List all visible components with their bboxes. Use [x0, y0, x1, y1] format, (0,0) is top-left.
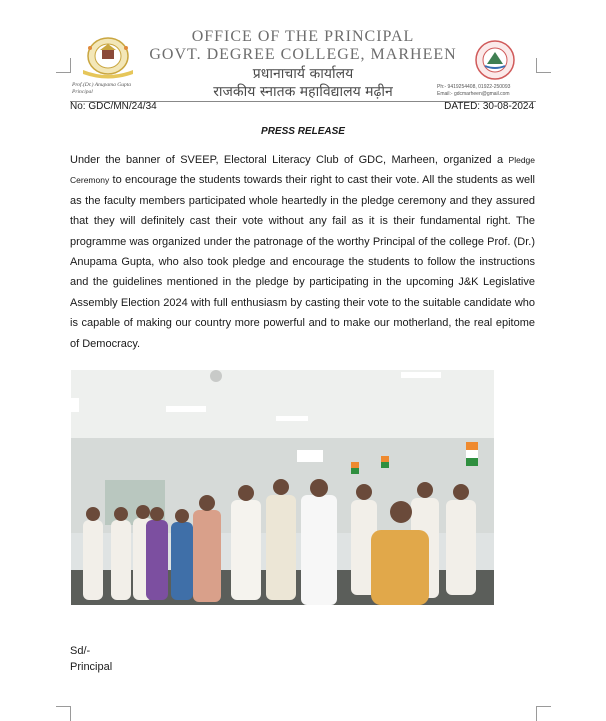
header-office-line: OFFICE OF THE PRINCIPAL [191, 28, 415, 45]
pledge-ceremony-photo [71, 370, 494, 605]
email-text: Email:- gdcmarheen@gmail.com [437, 90, 510, 97]
body-text-part1: Under the banner of SVEEP, Electoral Literacy Club of GDC, Marheen, organized a [70, 154, 509, 166]
press-release-body [70, 150, 535, 354]
principal-title-text: Principal [72, 88, 93, 95]
signature-line: Sd/- [70, 645, 91, 657]
crop-mark-top-right [536, 58, 551, 73]
body-text-part2: to encourage the students towards their right to cast their vote. All the students as well as the faculty members participated whole heartedly in the pledge ceremony and they assured that they will definitely cast their vote without any fail as it is their fundamental right. The programme was organized under the patronage of the worthy Principal of the college Prof. (Dr.) Anupama Gupta, who also took pledge and encourage the students to follow the instructions and the guidelines mentioned in the pledge by participating in the upcoming J&K Legislative Assembly Election 2024 with full enthusiasm by casting their vote to the suitable candidate who is capable of making our country more powerful and to make our motherland, the real epitome of Democracy. [70, 174, 535, 350]
press-release-title: PRESS RELEASE [261, 126, 345, 137]
signatory-title: Principal [70, 661, 113, 673]
phone-text: Ph:- 9419254408, 01922-250093 [437, 84, 511, 90]
date-text: DATED: 30-08-2024 [444, 101, 534, 112]
principal-name-text: Prof.(Dr.) Anupama Gupta [72, 82, 131, 88]
body-text-pledge-ceremony: Pledge Ceremony [70, 155, 535, 186]
header-office-line-hindi: प्रधानाचार्य कार्यालय [252, 66, 354, 82]
jk-government-emblem [472, 40, 518, 82]
reference-number: No: GDC/MN/24/34 [70, 101, 157, 112]
college-logo [78, 36, 138, 80]
header-college-line-hindi: राजकीय स्नातक महाविद्यालय मढ़ीन [213, 84, 393, 100]
header-college-line: GOVT. DEGREE COLLEGE, MARHEEN [149, 46, 457, 63]
crop-mark-top-left [56, 58, 71, 73]
principal-name [72, 82, 131, 95]
crop-mark-bottom-left [56, 706, 71, 721]
crop-mark-bottom-right [536, 706, 551, 721]
